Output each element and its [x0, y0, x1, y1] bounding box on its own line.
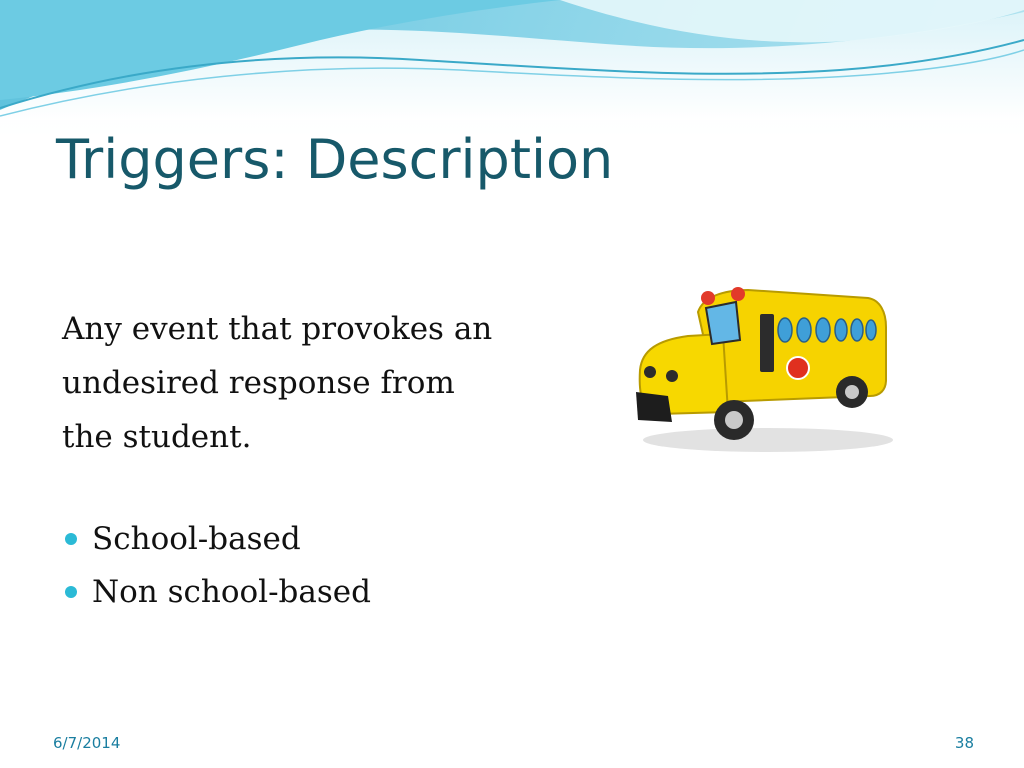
- footer-date: 6/7/2014: [53, 734, 121, 752]
- bullet-dot-icon: [65, 586, 77, 598]
- bullet-text: Non school-based: [92, 574, 371, 610]
- school-bus-icon: [628, 272, 896, 458]
- header-wave-decoration: [0, 0, 1024, 120]
- bullet-list: [62, 513, 371, 619]
- description-line: Any event that provokes an: [62, 311, 493, 347]
- slide-number: 38: [954, 734, 974, 752]
- description-line: the student.: [62, 419, 252, 455]
- bullet-item: [62, 566, 371, 619]
- bullet-text: School-based: [92, 521, 301, 557]
- bullet-item: [62, 513, 371, 566]
- slide-title: Triggers: Description: [56, 128, 614, 191]
- bullet-dot-icon: [65, 533, 77, 545]
- description-paragraph: [62, 302, 532, 464]
- description-line: undesired response from: [62, 365, 455, 401]
